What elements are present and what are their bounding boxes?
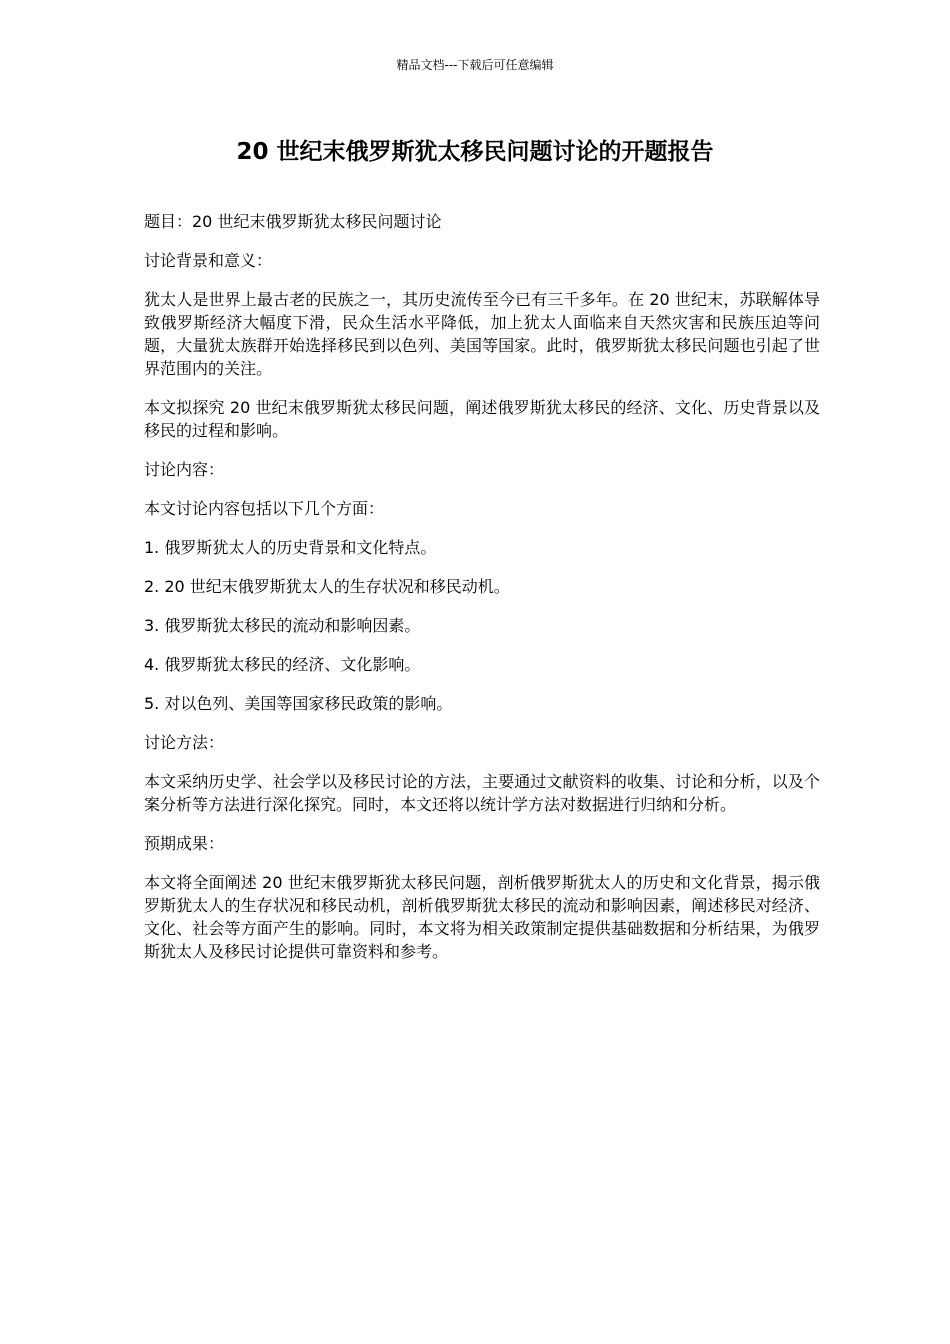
- document-body: [144, 210, 820, 979]
- content-item-5: 5. 对以色列、美国等国家移民政策的影响。: [144, 694, 453, 713]
- content-item-3: 3. 俄罗斯犹太移民的流动和影响因素。: [144, 616, 421, 635]
- background-heading: 讨论背景和意义：: [144, 251, 273, 270]
- subject-line: 题目：20 世纪末俄罗斯犹太移民问题讨论: [144, 212, 442, 231]
- content-item-1: 1. 俄罗斯犹太人的历史背景和文化特点。: [144, 538, 437, 557]
- content-intro: 本文讨论内容包括以下几个方面：: [144, 499, 385, 518]
- method-heading: 讨论方法：: [144, 733, 225, 752]
- result-heading: 预期成果：: [144, 834, 225, 853]
- content-heading: 讨论内容：: [144, 460, 225, 479]
- method-paragraph: 本文采纳历史学、社会学以及移民讨论的方法，主要通过文献资料的收集、讨论和分析，以及个案分析等方法进行深化探究。同时，本文还将以统计学方法对数据进行归纳和分析。: [144, 772, 820, 814]
- header-note: 精品文档---下载后可任意编辑: [396, 58, 554, 72]
- result-paragraph: 本文将全面阐述 20 世纪末俄罗斯犹太移民问题，剖析俄罗斯犹太人的历史和文化背景，揭示俄罗斯犹太人的生存状况和移民动机，剖析俄罗斯犹太移民的流动和影响因素，阐述移民对经济、文化、社会等方面产生的影响。同时，本文将为相关政策制定提供基础数据和分析结果，为俄罗斯犹太人及移民讨论提供可靠资料和参考。: [144, 873, 820, 961]
- background-paragraph-1: 犹太人是世界上最古老的民族之一，其历史流传至今已有三千多年。在 20 世纪末，苏联解体导致俄罗斯经济大幅度下滑，民众生活水平降低，加上犹太人面临来自天然灾害和民族压迫等问题，大量犹太族群开始选择移民到以色列、美国等国家。此时，俄罗斯犹太移民问题也引起了世界范围内的关注。: [144, 290, 820, 378]
- content-item-2: 2. 20 世纪末俄罗斯犹太人的生存状况和移民动机。: [144, 577, 510, 596]
- document-title: 20 世纪末俄罗斯犹太移民问题讨论的开题报告: [236, 139, 714, 165]
- content-item-4: 4. 俄罗斯犹太移民的经济、文化影响。: [144, 655, 421, 674]
- background-paragraph-2: 本文拟探究 20 世纪末俄罗斯犹太移民问题，阐述俄罗斯犹太移民的经济、文化、历史背景以及移民的过程和影响。: [144, 398, 820, 440]
